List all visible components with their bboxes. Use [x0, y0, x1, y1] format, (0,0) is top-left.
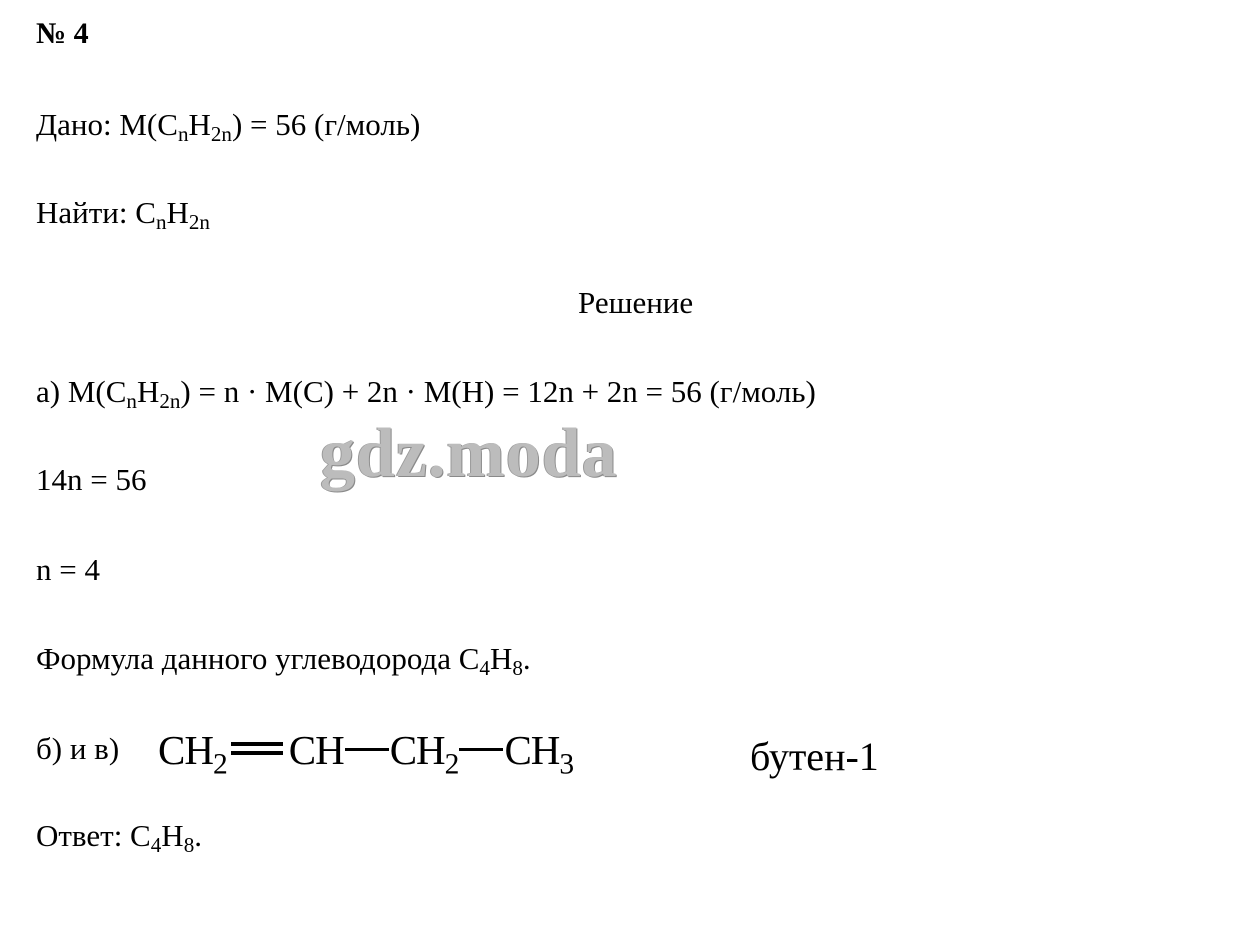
group-ch2-second: CH: [389, 727, 445, 773]
solution-heading: Решение: [578, 285, 694, 320]
given-formula-h: H: [188, 107, 211, 142]
eq-a-h: H: [136, 374, 160, 409]
group-ch2-first-sub: 2: [212, 748, 227, 781]
answer-line: [36, 818, 202, 857]
given-sub-n: n: [177, 121, 189, 146]
equation-a: [36, 374, 816, 413]
watermark: gdz.moda: [320, 415, 618, 492]
given-formula-prefix: M(C: [119, 107, 178, 142]
eq-a-prefix: а) M(C: [36, 374, 127, 409]
eq-a-sub-2n: 2n: [159, 388, 181, 413]
find-c: C: [135, 195, 156, 230]
formula-text: Формула данного углеводорода C: [36, 641, 480, 676]
formula-statement: [36, 641, 531, 680]
single-bond-2: [459, 748, 503, 751]
formula-h: H: [489, 641, 513, 676]
equation-14n: 14n = 56: [36, 462, 147, 497]
given-line: [36, 107, 421, 146]
group-ch3: CH: [504, 727, 560, 773]
problem-number: № 4: [36, 17, 89, 50]
group-ch2-second-sub: 2: [444, 748, 459, 781]
answer-label: Ответ: C: [36, 818, 151, 853]
compound-name: бутен-1: [750, 734, 879, 779]
structural-formula: [158, 726, 574, 781]
part-bc-label: б) и в): [36, 731, 120, 766]
double-bond: [231, 742, 283, 755]
find-line: [36, 195, 210, 234]
answer-end: .: [194, 818, 202, 853]
equation-n: n = 4: [36, 552, 100, 587]
answer-sub-8: 8: [183, 832, 195, 857]
group-ch: CH: [288, 727, 344, 773]
find-sub-2n: 2n: [188, 209, 210, 234]
group-ch2-first: CH: [158, 727, 213, 773]
answer-h: H: [161, 818, 184, 853]
formula-sub-4: 4: [479, 655, 490, 680]
given-label: Дано:: [36, 107, 112, 142]
answer-sub-4: 4: [150, 832, 162, 857]
given-sub-2n: 2n: [210, 121, 232, 146]
eq-a-sub-n: n: [126, 388, 137, 413]
formula-end: .: [522, 641, 531, 676]
eq-a-suffix: ) = n · M(C) + 2n · M(H) = 12n + 2n = 56 (г/моль): [180, 374, 816, 409]
find-h: H: [166, 195, 189, 230]
single-bond-1: [345, 748, 389, 751]
find-label: Найти:: [36, 195, 128, 230]
group-ch3-sub: 3: [559, 748, 574, 781]
find-sub-n: n: [155, 209, 167, 234]
given-formula-suffix: ) = 56 (г/моль): [231, 107, 421, 142]
formula-sub-8: 8: [512, 655, 523, 680]
